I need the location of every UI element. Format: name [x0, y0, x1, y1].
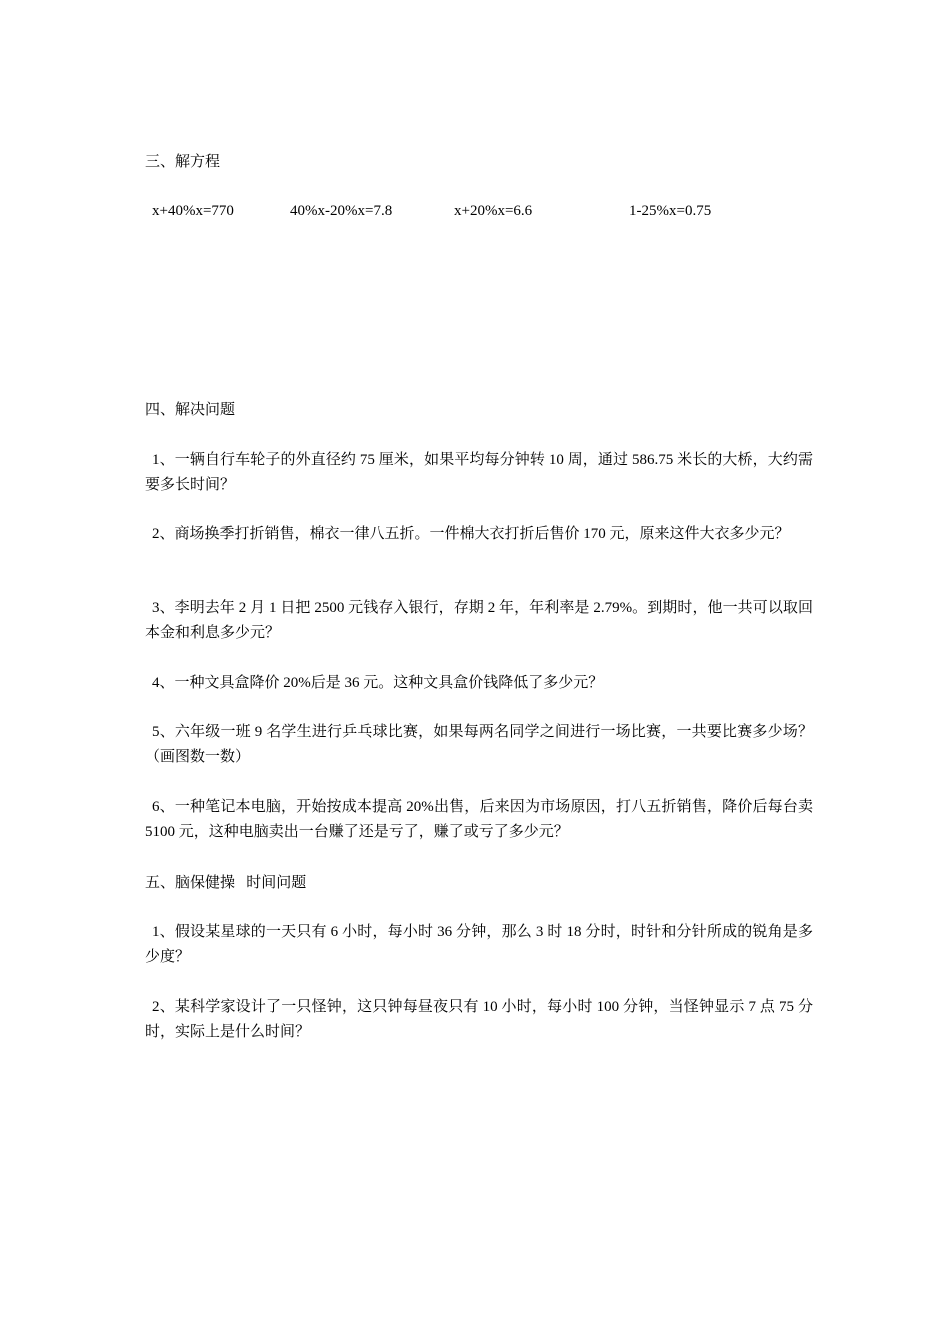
problem-5: 5、六年级一班 9 名学生进行乒乓球比赛，如果每两名同学之间进行一场比赛，一共要比赛多少场？（画图数一数） [145, 724, 813, 765]
problem-2: 2、商场换季打折销售，棉衣一律八五折。一件棉大衣打折后售价 170 元，原来这件大衣多少元？ [152, 526, 790, 542]
section-5-heading: 五、脑保健操 时间问题 [145, 875, 307, 891]
equation-2: 40%x-20%x=7.8 [290, 203, 393, 219]
equation-1: x+40%x=770 [152, 203, 234, 219]
problem-4: 4、一种文具盒降价 20%后是 36 元。这种文具盒价钱降低了多少元？ [152, 675, 604, 691]
section-4-heading: 四、解决问题 [145, 402, 236, 418]
brain-problem-2: 2、某科学家设计了一只怪钟，这只钟每昼夜只有 10 小时，每小时 100 分钟，当怪钟显示 7 点 75 分时，实际上是什么时间？ [145, 999, 813, 1040]
section-3-heading: 三、解方程 [145, 154, 221, 170]
problem-6: 6、一种笔记本电脑，开始按成本提高 20%出售，后来因为市场原因，打八五折销售，降价后每台卖 5100 元，这种电脑卖出一台赚了还是亏了，赚了或亏了多少元？ [145, 799, 813, 840]
problem-1: 1、一辆自行车轮子的外直径约 75 厘米，如果平均每分钟转 10 周，通过 586.75 米长的大桥，大约需要多长时间？ [145, 452, 813, 493]
brain-problem-1: 1、假设某星球的一天只有 6 小时，每小时 36 分钟，那么 3 时 18 分时，时针和分针所成的锐角是多少度？ [145, 924, 813, 965]
problem-3: 3、李明去年 2 月 1 日把 2500 元钱存入银行，存期 2 年，年利率是 2.79%。到期时，他一共可以取回本金和利息多少元？ [145, 600, 813, 641]
equation-3: x+20%x=6.6 [454, 203, 533, 219]
equation-4: 1-25%x=0.75 [629, 203, 712, 219]
